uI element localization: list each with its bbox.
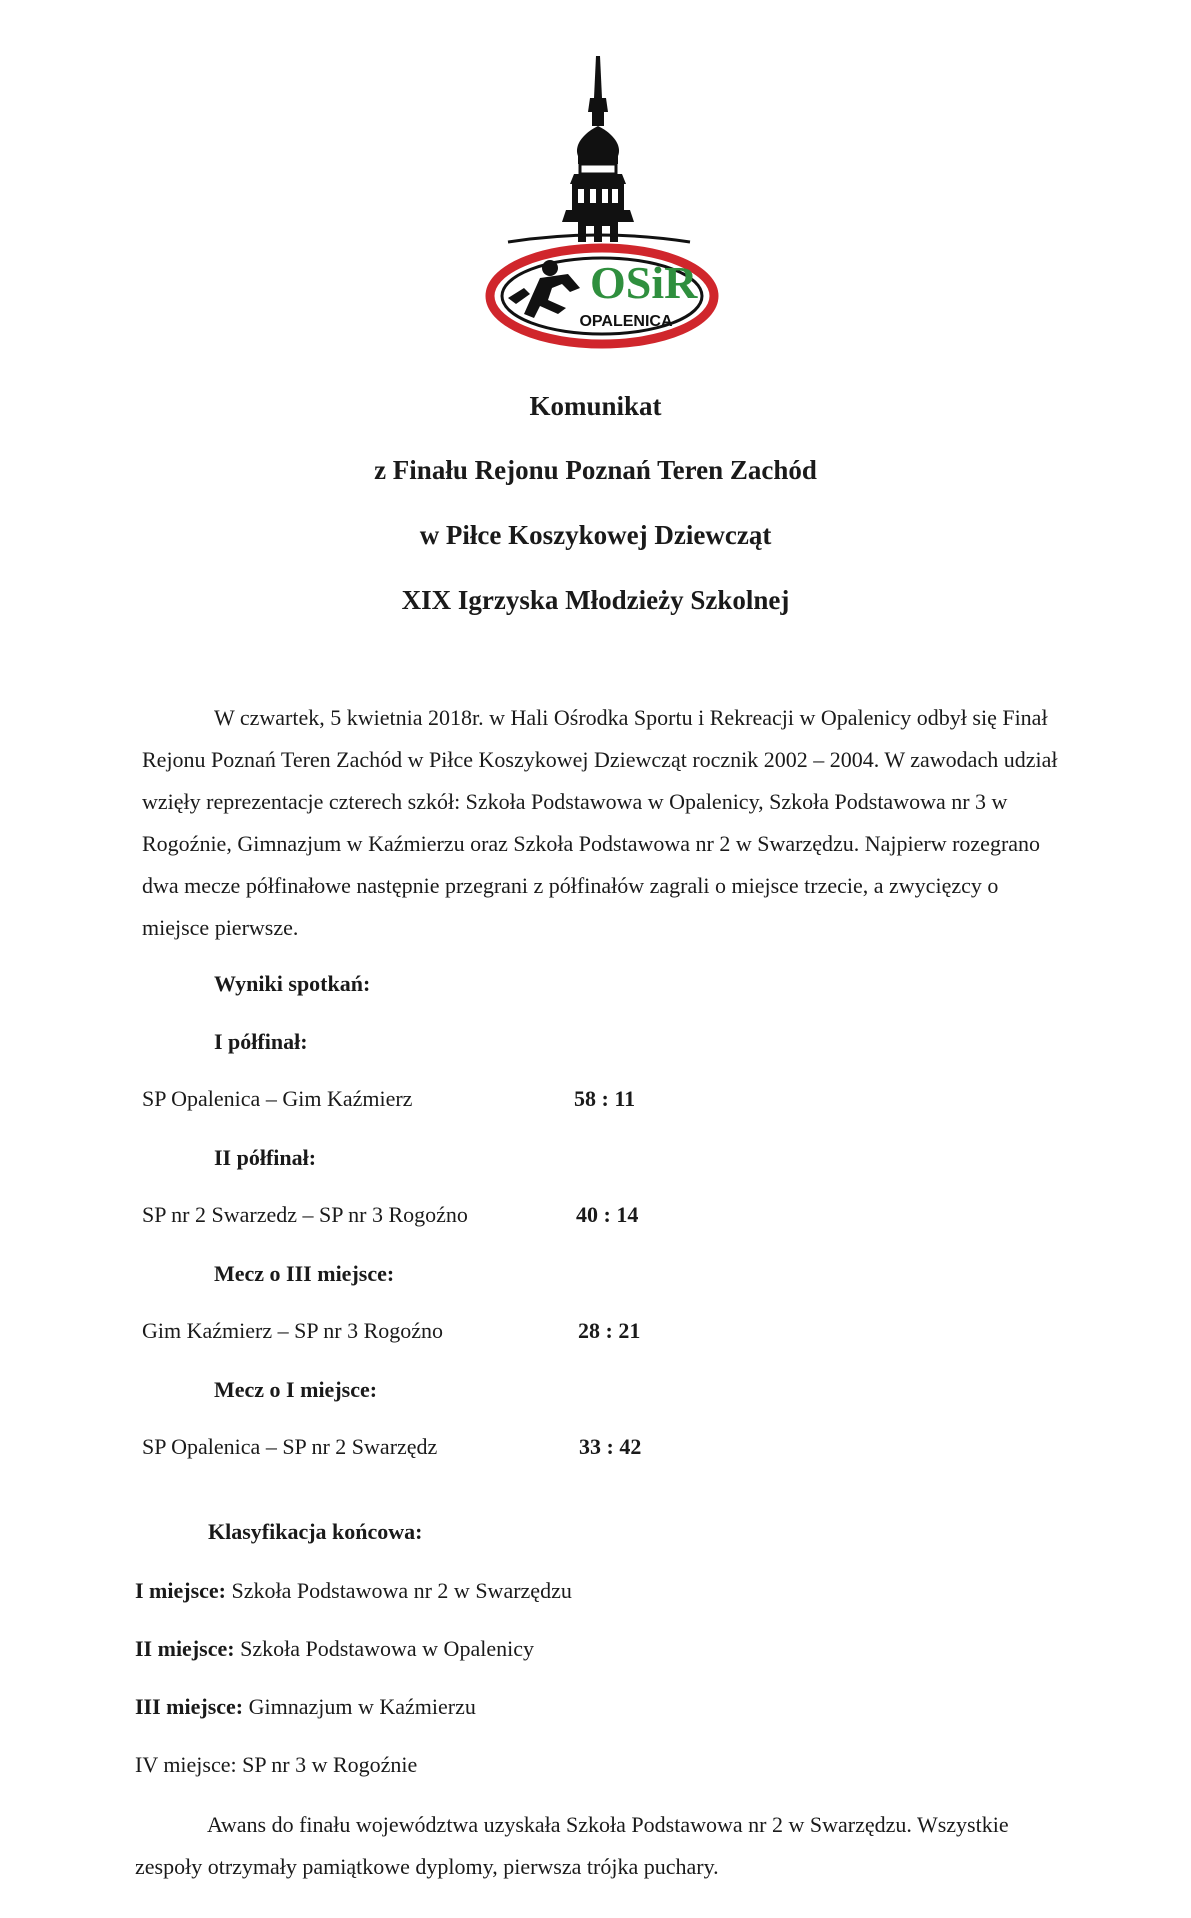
place-school: Gimnazjum w Kaźmierzu [243, 1694, 476, 1719]
place-label: IV miejsce: SP nr 3 w Rogoźnie [135, 1752, 418, 1777]
results-heading: Wyniki spotkań: [214, 971, 371, 996]
place-row [135, 1634, 534, 1664]
game-label: Mecz o III miejsce: [214, 1261, 395, 1286]
document-subtitle: z Finału Rejonu Poznań Teren Zachód [374, 455, 817, 485]
document-discipline: w Piłce Koszykowej Dziewcząt [419, 520, 772, 550]
place-school: Szkoła Podstawowa w Opalenicy [234, 1636, 534, 1661]
document-event: XIX Igrzyska Młodzieży Szkolnej [401, 585, 790, 615]
game-score: 28 : 21 [578, 1318, 641, 1343]
document-title: Komunikat [529, 391, 662, 421]
closing-paragraph: Awans do finału województwa uzyskała Szkoła Podstawowa nr 2 w Swarzędzu. Wszystkie zespoły otrzymały pamiątkowe dyplomy, pierwsza trójka puchary. [135, 1812, 1009, 1879]
game-score: 40 : 14 [576, 1202, 639, 1227]
game-row [142, 1316, 702, 1346]
intro-paragraph: W czwartek, 5 kwietnia 2018r. w Hali Ośrodka Sportu i Rekreacji w Opalenicy odbył się Finał Rejonu Poznań Teren Zachód w Piłce Koszykowej Dziewcząt rocznik 2002 – 2004. W zawodach udział wzięły reprezentacje czterech szkół: Szkoła Podstawowa w Opalenicy, Szkoła Podstawowa nr 3 w Rogoźnie, Gimnazjum w Kaźmierzu oraz Szkoła Podstawowa nr 2 w Swarzędzu. Najpierw rozegrano dwa mecze półfinałowe następnie przegrani z półfinałów zagrali o miejsce trzecie, a zwycięzcy o miejsce pierwsze. [142, 705, 1058, 940]
game-label: I półfinał: [214, 1029, 308, 1054]
game-row [142, 1200, 702, 1230]
place-row [135, 1692, 476, 1722]
place-school: Szkoła Podstawowa nr 2 w Swarzędzu [226, 1578, 572, 1603]
place-label: I miejsce: [135, 1578, 227, 1603]
game-teams: SP Opalenica – Gim Kaźmierz [142, 1086, 413, 1111]
logo-letters: OSiR [590, 257, 698, 308]
game-teams: SP nr 2 Swarzedz – SP nr 3 Rogoźno [142, 1202, 468, 1227]
game-teams: Gim Kaźmierz – SP nr 3 Rogoźno [142, 1318, 444, 1343]
place-row [135, 1750, 417, 1780]
osir-opalenica-logo [478, 52, 726, 352]
classification-heading: Klasyfikacja końcowa: [208, 1519, 423, 1544]
tower-icon [508, 56, 690, 242]
game-teams: SP Opalenica – SP nr 2 Swarzędz [142, 1434, 438, 1459]
place-row [135, 1576, 572, 1606]
place-label: II miejsce: [135, 1636, 235, 1661]
game-label: Mecz o I miejsce: [214, 1377, 378, 1402]
logo-town: OPALENICA [579, 313, 673, 330]
game-score: 33 : 42 [579, 1434, 642, 1459]
game-row [142, 1432, 702, 1462]
game-row [142, 1084, 702, 1114]
game-label: II półfinał: [214, 1145, 317, 1170]
place-label: III miejsce: [135, 1694, 244, 1719]
game-score: 58 : 11 [574, 1086, 636, 1111]
